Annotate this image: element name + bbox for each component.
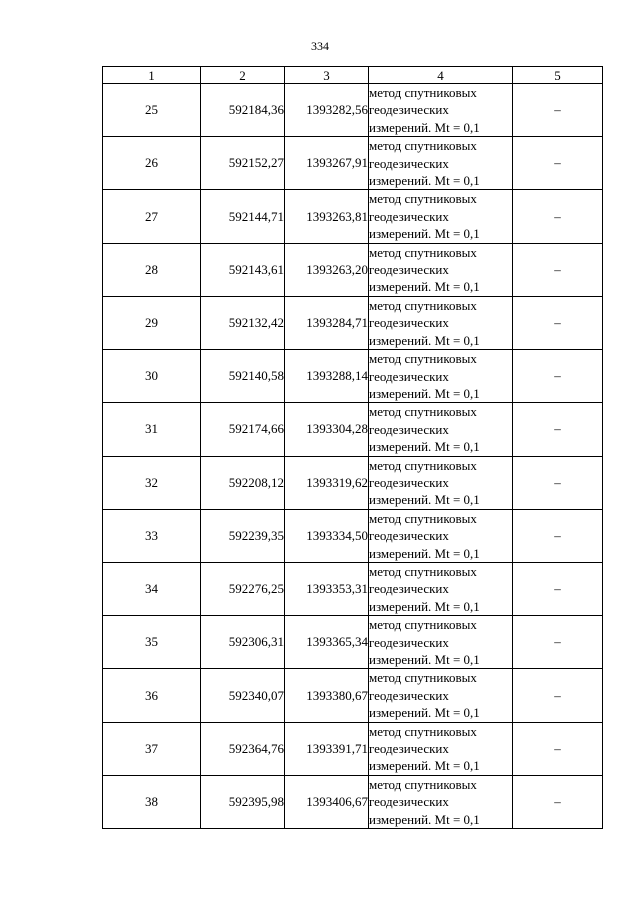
note-cell: – [513, 669, 603, 722]
method-line: геодезических [369, 528, 449, 544]
method-line: геодезических [369, 687, 449, 703]
table-body [103, 84, 603, 829]
page-number: 334 [311, 39, 329, 53]
table-row [103, 509, 603, 562]
method-line: геодезических [369, 208, 449, 224]
table-row [103, 243, 603, 296]
method-line: геодезических [369, 421, 449, 437]
method-line: измерений. Mt = 0,1 [369, 226, 480, 242]
point-number-cell: 35 [103, 616, 201, 669]
point-number-cell: 30 [103, 350, 201, 403]
method-line: геодезических [369, 155, 449, 171]
table-header [103, 67, 603, 84]
method-cell [369, 669, 513, 722]
table-row [103, 562, 603, 615]
note-cell: – [513, 84, 603, 137]
y-coordinate-cell: 1393282,56 [285, 84, 369, 137]
table-row [103, 403, 603, 456]
table-row [103, 296, 603, 349]
x-coordinate-cell: 592276,25 [201, 562, 285, 615]
y-coordinate-cell: 1393267,91 [285, 137, 369, 190]
method-line: метод спутниковых [369, 85, 477, 100]
method-cell [369, 403, 513, 456]
method-line: метод спутниковых [369, 457, 477, 473]
table-row [103, 137, 603, 190]
point-number-cell: 37 [103, 722, 201, 775]
point-number-cell: 28 [103, 243, 201, 296]
method-cell [369, 456, 513, 509]
table-row [103, 190, 603, 243]
note-cell: – [513, 296, 603, 349]
point-number-cell: 32 [103, 456, 201, 509]
method-line: измерений. Mt = 0,1 [369, 652, 480, 667]
header-col-5: 5 [513, 67, 603, 84]
method-line: измерений. Mt = 0,1 [369, 492, 480, 508]
point-number-cell: 34 [103, 562, 201, 615]
table-row [103, 775, 603, 828]
x-coordinate-cell: 592174,66 [201, 403, 285, 456]
x-coordinate-cell: 592140,58 [201, 350, 285, 403]
y-coordinate-cell: 1393391,71 [285, 722, 369, 775]
x-coordinate-cell: 592306,31 [201, 616, 285, 669]
method-line: измерений. Mt = 0,1 [369, 811, 480, 827]
method-cell [369, 137, 513, 190]
note-cell: – [513, 775, 603, 828]
method-line: измерений. Mt = 0,1 [369, 332, 480, 348]
note-cell: – [513, 403, 603, 456]
point-number-cell: 33 [103, 509, 201, 562]
method-line: измерений. Mt = 0,1 [369, 119, 480, 135]
table-row [103, 456, 603, 509]
point-number-cell: 36 [103, 669, 201, 722]
point-number-cell: 29 [103, 296, 201, 349]
y-coordinate-cell: 1393288,14 [285, 350, 369, 403]
method-line: метод спутниковых [369, 404, 477, 420]
x-coordinate-cell: 592340,07 [201, 669, 285, 722]
note-cell: – [513, 616, 603, 669]
method-line: измерений. Mt = 0,1 [369, 439, 480, 455]
note-cell: – [513, 190, 603, 243]
method-line: геодезических [369, 794, 449, 810]
header-col-4: 4 [369, 67, 513, 84]
method-line: геодезических [369, 741, 449, 757]
method-line: метод спутниковых [369, 351, 477, 367]
note-cell: – [513, 137, 603, 190]
method-cell [369, 562, 513, 615]
header-col-2: 2 [201, 67, 285, 84]
y-coordinate-cell: 1393284,71 [285, 296, 369, 349]
x-coordinate-cell: 592143,61 [201, 243, 285, 296]
method-cell [369, 190, 513, 243]
x-coordinate-cell: 592144,71 [201, 190, 285, 243]
y-coordinate-cell: 1393353,31 [285, 562, 369, 615]
method-line: геодезических [369, 634, 449, 650]
note-cell: – [513, 350, 603, 403]
header-row [103, 67, 603, 84]
method-line: метод спутниковых [369, 723, 477, 739]
note-cell: – [513, 562, 603, 615]
method-cell [369, 509, 513, 562]
table-row [103, 616, 603, 669]
header-col-1: 1 [103, 67, 201, 84]
y-coordinate-cell: 1393319,62 [285, 456, 369, 509]
method-line: метод спутниковых [369, 776, 477, 792]
x-coordinate-cell: 592132,42 [201, 296, 285, 349]
x-coordinate-cell: 592364,76 [201, 722, 285, 775]
x-coordinate-cell: 592152,27 [201, 137, 285, 190]
method-line: геодезических [369, 262, 449, 278]
point-number-cell: 25 [103, 84, 201, 137]
method-line: метод спутниковых [369, 191, 477, 207]
table-row [103, 84, 603, 137]
method-cell [369, 296, 513, 349]
method-line: геодезических [369, 315, 449, 331]
method-cell [369, 722, 513, 775]
method-line: геодезических [369, 581, 449, 597]
method-line: геодезических [369, 368, 449, 384]
table-row [103, 350, 603, 403]
y-coordinate-cell: 1393365,34 [285, 616, 369, 669]
y-coordinate-cell: 1393380,67 [285, 669, 369, 722]
y-coordinate-cell: 1393334,50 [285, 509, 369, 562]
method-line: геодезических [369, 102, 449, 118]
method-line: измерений. Mt = 0,1 [369, 758, 480, 774]
method-cell [369, 350, 513, 403]
y-coordinate-cell: 1393406,67 [285, 775, 369, 828]
method-line: измерений. Mt = 0,1 [369, 705, 480, 721]
coordinates-table [102, 66, 603, 829]
method-line: метод спутниковых [369, 510, 477, 526]
method-line: измерений. Mt = 0,1 [369, 598, 480, 614]
note-cell: – [513, 456, 603, 509]
point-number-cell: 27 [103, 190, 201, 243]
x-coordinate-cell: 592395,98 [201, 775, 285, 828]
y-coordinate-cell: 1393263,81 [285, 190, 369, 243]
note-cell: – [513, 722, 603, 775]
x-coordinate-cell: 592208,12 [201, 456, 285, 509]
method-line: метод спутниковых [369, 563, 477, 579]
method-line: метод спутниковых [369, 138, 477, 154]
table-row [103, 722, 603, 775]
note-cell: – [513, 509, 603, 562]
method-line: измерений. Mt = 0,1 [369, 279, 480, 295]
method-line: метод спутниковых [369, 244, 477, 260]
method-line: измерений. Mt = 0,1 [369, 173, 480, 189]
x-coordinate-cell: 592239,35 [201, 509, 285, 562]
method-line: метод спутниковых [369, 297, 477, 313]
method-cell [369, 616, 513, 669]
method-line: метод спутниковых [369, 617, 477, 633]
note-cell: – [513, 243, 603, 296]
method-line: измерений. Mt = 0,1 [369, 385, 480, 401]
method-line: измерений. Mt = 0,1 [369, 545, 480, 561]
method-line: геодезических [369, 474, 449, 490]
method-cell [369, 243, 513, 296]
table-row [103, 669, 603, 722]
point-number-cell: 31 [103, 403, 201, 456]
point-number-cell: 26 [103, 137, 201, 190]
y-coordinate-cell: 1393304,28 [285, 403, 369, 456]
method-cell [369, 775, 513, 828]
method-line: метод спутниковых [369, 670, 477, 686]
point-number-cell: 38 [103, 775, 201, 828]
header-col-3: 3 [285, 67, 369, 84]
y-coordinate-cell: 1393263,20 [285, 243, 369, 296]
method-cell [369, 84, 513, 137]
x-coordinate-cell: 592184,36 [201, 84, 285, 137]
